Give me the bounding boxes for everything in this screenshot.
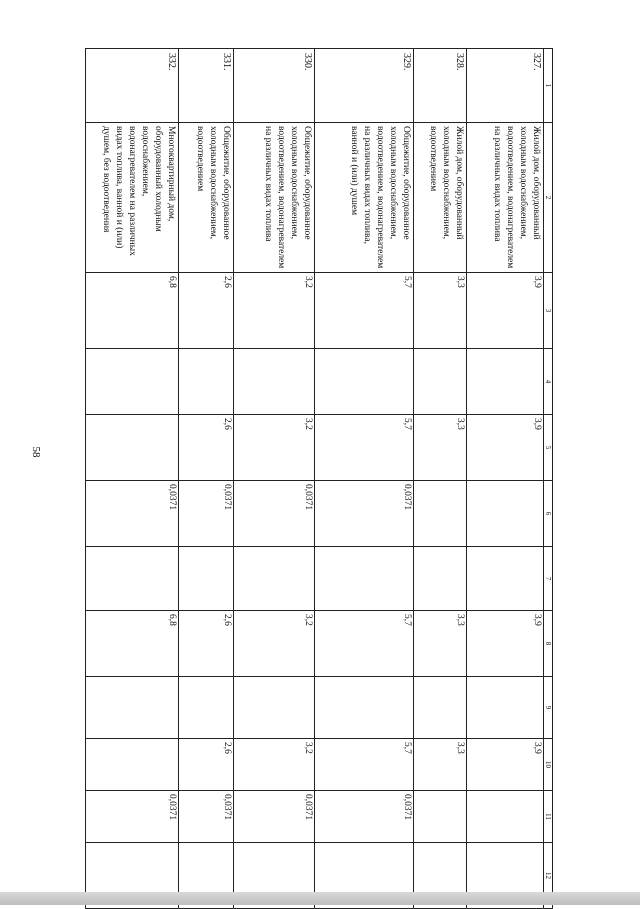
table-cell: 3,3 [414,273,467,349]
table-cell: 2,6 [179,273,234,349]
row-description: Жилой дом, оборудованный холодным водоснабжением, водоотведением [414,123,467,273]
table-cell: 5,7 [315,273,414,349]
table-cell [467,677,544,739]
table-cell: 3,2 [234,415,315,481]
column-header: 9 [544,677,553,739]
row-description: Общежитие, оборудованное холодным водоснабжением, водоотведением, водонагревателем на различных видах топлива, ванной и (или) душем [315,123,414,273]
column-header: 3 [544,273,553,349]
table-cell: 3,2 [234,273,315,349]
table-cell: 3,2 [234,739,315,791]
table-cell: 6,8 [86,611,179,677]
column-header: 12 [544,843,553,909]
table-cell: 0,0371 [315,481,414,547]
table-cell [86,547,179,611]
table-cell [86,739,179,791]
row-number: 328. [414,49,467,123]
table-cell: 2,6 [179,415,234,481]
column-header: 6 [544,481,553,547]
table-body [86,49,553,909]
scan-edge [0,892,640,905]
table-cell: 5,7 [315,611,414,677]
table-cell [86,415,179,481]
tariff-table-rotated [53,48,553,888]
row-description: Общежитие, оборудованное холодным водоснабжением, водоотведением, водонагревателем на различных видах топлива [234,123,315,273]
table-cell [86,349,179,415]
table-row [234,49,315,909]
table-cell: 3,2 [234,611,315,677]
row-number: 331. [179,49,234,123]
table-cell: 0,0371 [86,791,179,843]
column-header: 10 [544,739,553,791]
table-cell [467,791,544,843]
table-cell: 0,0371 [179,791,234,843]
tariff-table [85,48,553,909]
row-number: 330. [234,49,315,123]
table-row [315,49,414,909]
table-cell: 6,8 [86,273,179,349]
table-cell: 3,3 [414,611,467,677]
column-header: 7 [544,547,553,611]
column-header: 5 [544,415,553,481]
header-row [544,49,553,909]
column-header: 2 [544,123,553,273]
table-cell: 3,9 [467,273,544,349]
table-cell [467,547,544,611]
table-cell [467,349,544,415]
row-number: 332. [86,49,179,123]
table-cell: 0,0371 [315,791,414,843]
table-row [467,49,544,909]
table-cell [315,349,414,415]
table-cell: 2,6 [179,611,234,677]
table-cell [179,349,234,415]
table-cell: 5,7 [315,415,414,481]
column-header: 11 [544,791,553,843]
table-cell [86,677,179,739]
table-cell: 3,9 [467,611,544,677]
row-description: Жилой дом, оборудованный холодным водоснабжением, водоотведением, водонагревателем на различных видах топлива [467,123,544,273]
table-cell: 2,6 [179,739,234,791]
table-cell: 3,9 [467,415,544,481]
table-row [414,49,467,909]
table-cell [234,547,315,611]
row-number: 329. [315,49,414,123]
column-header: 8 [544,611,553,677]
table-row [179,49,234,909]
table-cell [179,677,234,739]
table-cell [467,481,544,547]
table-cell [234,349,315,415]
row-description: Общежитие, оборудованное холодным водоснабжением, водоотведением [179,123,234,273]
table-cell: 3,9 [467,739,544,791]
table-cell: 5,7 [315,739,414,791]
table-cell [234,677,315,739]
table-cell: 3,3 [414,415,467,481]
row-description: Многоквартирный дом, оборудованный холодным водоснабжением, водонагревателем на различных видах топлива, ванной и (или) душем, без водоотведения [86,123,179,273]
table-cell [414,677,467,739]
row-number: 327. [467,49,544,123]
table-cell: 0,0371 [86,481,179,547]
table-cell: 0,0371 [179,481,234,547]
table-cell [414,547,467,611]
table-row [86,49,179,909]
table-cell: 0,0371 [234,791,315,843]
table-cell: 0,0371 [234,481,315,547]
table-cell [414,791,467,843]
table-cell [414,349,467,415]
table-cell [179,547,234,611]
column-header: 4 [544,349,553,415]
table-cell [315,547,414,611]
table-cell [315,677,414,739]
page-number: 58 [30,446,42,458]
table-cell: 3,3 [414,739,467,791]
column-header: 1 [544,49,553,123]
table-cell [414,481,467,547]
